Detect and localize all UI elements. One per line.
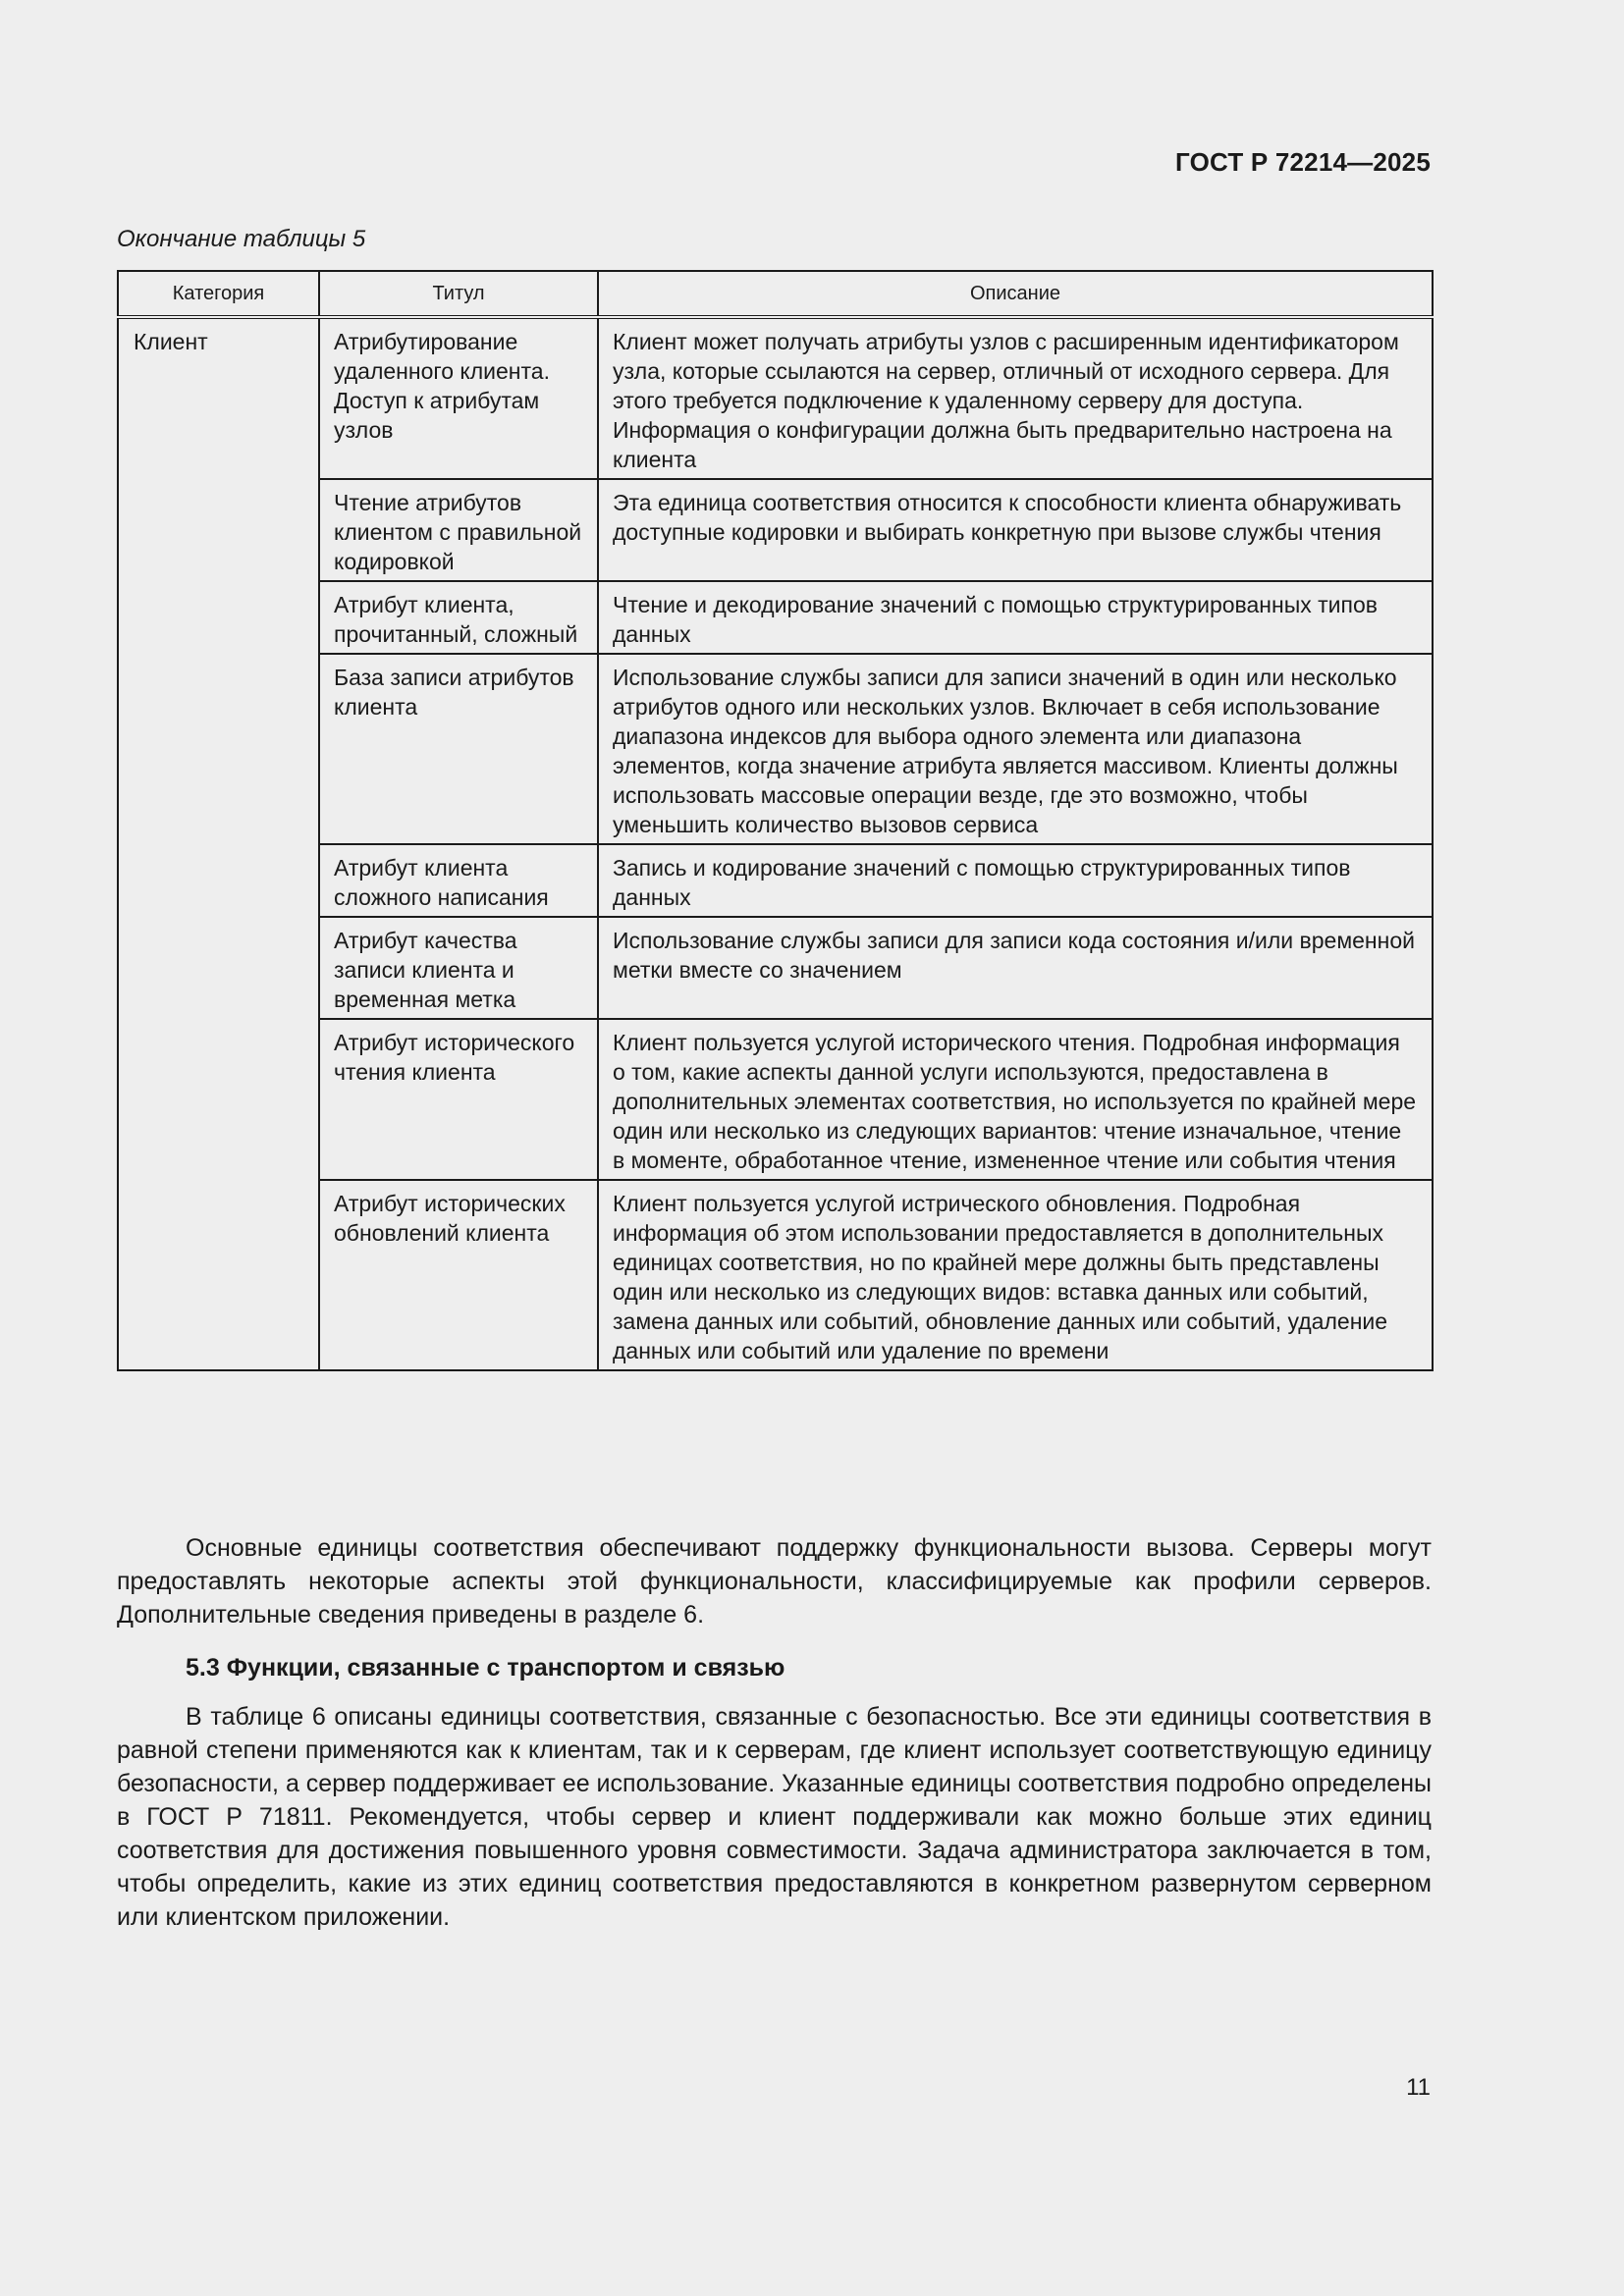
body-paragraph-1 xyxy=(117,1531,1432,1631)
category-cell: Клиент xyxy=(118,317,319,1370)
table-caption: Окончание таблицы 5 xyxy=(117,226,366,252)
title-cell: Атрибут клиента, прочитанный, сложный xyxy=(319,581,598,654)
title-cell: Атрибутирование удаленного клиента. Доступ к атрибутам узлов xyxy=(319,317,598,479)
table-row xyxy=(118,317,1433,479)
description-cell: Использование службы записи для записи значений в один или несколько атрибутов одного или нескольких узлов. Включает в себя использование диапазона индексов для выбора одного элемента или диапазона элементов, когда значение атрибута является массивом. Клиенты должны использовать массовые операции везде, где это возможно, чтобы уменьшить количество вызовов сервиса xyxy=(598,654,1433,844)
title-cell: Атрибут клиента сложного написания xyxy=(319,844,598,917)
title-cell: Атрибут качества записи клиента и временная метка xyxy=(319,917,598,1019)
title-cell: Чтение атрибутов клиентом с правильной кодировкой xyxy=(319,479,598,581)
column-header-category: Категория xyxy=(118,271,319,317)
column-header-title: Титул xyxy=(319,271,598,317)
table-header-row xyxy=(118,271,1433,317)
description-cell xyxy=(598,317,1433,479)
description-cell: Запись и кодирование значений с помощью структурированных типов данных xyxy=(598,844,1433,917)
title-cell: Атрибут исторических обновлений клиента xyxy=(319,1180,598,1370)
document-id-header: ГОСТ Р 72214—2025 xyxy=(1175,147,1431,177)
section-heading: 5.3 Функции, связанные с транспортом и связью xyxy=(186,1654,785,1682)
description-cell: Клиент пользуется услугой исторического чтения. Подробная информация о том, какие аспекты данной услуги используются, предоставлена в дополнительных элементах соответствия, но используется по крайней мере один или несколько из следующих вариантов: чтение изначальное, чтение в моменте, обработанное чтение, измененное чтение или события чтения xyxy=(598,1019,1433,1180)
description-text: Клиент может получать атрибуты узлов с расширенным идентификатором узла, которые ссылаются на сервер, отличный от исходного сервера. Для этого требуется подключение к удаленному серверу для доступа. xyxy=(613,329,1399,413)
description-cell: Эта единица соответствия относится к способности клиента обнаруживать доступные кодировки и выбирать конкретную при вызове службы чтения xyxy=(598,479,1433,581)
title-cell: Атрибут исторического чтения клиента xyxy=(319,1019,598,1180)
description-cell: Использование службы записи для записи кода состояния и/или временной метки вместе со значением xyxy=(598,917,1433,1019)
description-text-extra: Информация о конфигурации должна быть предварительно настроена на клиента xyxy=(613,417,1392,472)
body-paragraph-2 xyxy=(117,1700,1432,1934)
description-cell: Клиент пользуется услугой истрического обновления. Подробная информация об этом использовании предоставляется в дополнительных единицах соответствия, но по крайней мере должны быть представлены один или несколько из следующих видов: вставка данных или событий, замена данных или событий, обновление данных или событий, удаление данных или событий или удаление по времени xyxy=(598,1180,1433,1370)
conformance-units-table xyxy=(117,270,1434,1371)
paragraph-text: Основные единицы соответствия обеспечивают поддержку функциональности вызова. Серверы могут предоставлять некоторые аспекты этой функциональности, классифицируемые как профили серверов. Дополнительные сведения приведены в разделе 6. xyxy=(117,1534,1432,1629)
description-cell: Чтение и декодирование значений с помощью структурированных типов данных xyxy=(598,581,1433,654)
column-header-description: Описание xyxy=(598,271,1433,317)
paragraph-text: В таблице 6 описаны единицы соответствия, связанные с безопасностью. Все эти единицы соответствия в равной степени применяются как к клиентам, так и к серверам, где клиент использует соответствующую единицу безопасности, а сервер поддерживает ее использование. Указанные единицы соответствия подробно определены в ГОСТ Р 71811. Рекомендуется, чтобы сервер и клиент поддерживали как можно больше этих единиц соответствия для достижения повышенного уровня совместимости. Задача администратора заключается в том, чтобы определить, какие из этих единиц соответствия предоставляются в конкретном развернутом серверном или клиентском приложении. xyxy=(117,1703,1432,1931)
page-number: 11 xyxy=(1406,2074,1431,2101)
title-cell: База записи атрибутов клиента xyxy=(319,654,598,844)
